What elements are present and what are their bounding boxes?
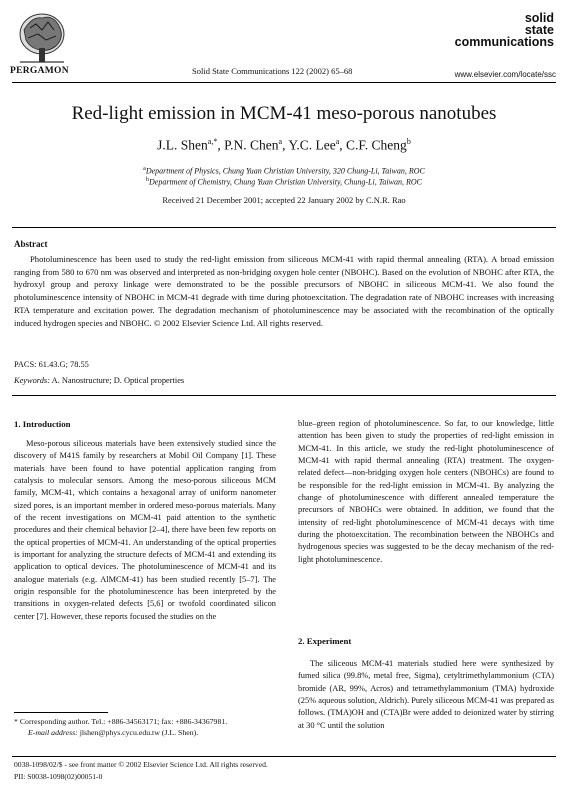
journal-url-link[interactable]: www.elsevier.com/locate/ssc bbox=[454, 70, 556, 79]
pacs-codes: PACS: 61.43.G; 78.55 bbox=[14, 360, 89, 369]
abstract-text: Photoluminescence has been used to study the red-light emission from siliceous MCM-41 with rapid thermal annealing (RTA). A broad emission ranging from 580 to 670 nm was observed and interpreted as non-bridging oxygen hole center (NBOHC). Based on the evolution of NBOHC after RTA, the hydroxyl group and peroxy linkage were demonstrated to be the possible precursors of NBOHC in siliceous MCM-41. We also found the photoluminescence intensity of NBOHC in MCM-41 degrade with time during photoexcitation. The degradation rate of NBOHC increases with increasing RTA temperature and excitation power. The degradation mechanism of photoluminescence may be associated with the recombination of the optically induced hydrogen species and NBOHC. © 2002 Elsevier Science Ltd. All rights reserved. bbox=[14, 254, 554, 328]
introduction-text: Meso-porous siliceous materials have been extensively studied since the discovery of M41S family by researchers at Mobil Oil Company [1]. These materials have been found to have potential application ranging from catalysis to molecular sensors. Among the meso-porous siliceous MCM family, MCM-41, which contains a hexagonal array of uniform nanometer sized pores, is an important member in ordered meso-porous materials. Many of the recent investigations on MCM-41 paid attention to the synthetic procedures and their chemical behavior [2–4], there have been few reports on the optical properties of MCM-41. An understanding of the optical properties is important for analyzing the structure defects of MCM-41 and extending its application to optical devices. The photoluminescence of MCM-41 and its analogue materials (e.g. AlMCM-41) has been studied recently [5–7]. The origin responsible for the photoluminescence has been interpreted by the transitions in oxygen-related defects [5,6] or twofold coordinated silicon center [7]. However, these reports focused the studies on the bbox=[14, 439, 276, 621]
brand-line-2: state bbox=[524, 23, 554, 37]
body-divider bbox=[12, 395, 556, 396]
publisher-name: PERGAMON bbox=[10, 66, 69, 76]
author-name: C.F. Cheng bbox=[346, 137, 407, 153]
affiliation-text: Department of Physics, Chung Yuan Christian University, 320 Chung-Li, Taiwan, ROC bbox=[145, 166, 425, 176]
keywords-label: Keywords: bbox=[14, 376, 50, 385]
article-title: Red-light emission in MCM-41 meso-porous nanotubes bbox=[71, 103, 497, 124]
abstract-divider bbox=[12, 227, 556, 228]
section-heading-introduction: 1. Introduction bbox=[14, 419, 71, 429]
author-name: P.N. Chen bbox=[224, 137, 279, 153]
author-name: Y.C. Lee bbox=[288, 137, 336, 153]
journal-citation: Solid State Communications 122 (2002) 65–68 bbox=[192, 66, 353, 76]
footer-divider bbox=[12, 756, 556, 757]
author-sup: b bbox=[406, 137, 411, 146]
affiliation-text: Department of Chemistry, Chung Yuan Christian University, Chung-Li, Taiwan, ROC bbox=[149, 177, 422, 187]
corresponding-author: * Corresponding author. Tel.: +886-34563171; fax: +886-34367981. bbox=[14, 717, 228, 726]
header-divider bbox=[12, 82, 556, 83]
copyright-line: 0038-1098/02/$ - see front matter © 2002 Elsevier Science Ltd. All rights reserved. bbox=[14, 760, 268, 769]
abstract-heading: Abstract bbox=[14, 239, 48, 249]
author-sup: a bbox=[335, 137, 340, 146]
brand-line-1: solid bbox=[524, 11, 554, 25]
keywords bbox=[14, 376, 184, 385]
email-link[interactable]: jlshen@phys.cycu.edu.tw (J.L. Shen). bbox=[79, 728, 199, 737]
affiliation-sup: a bbox=[143, 166, 146, 172]
keywords-text: A. Nanostructure; D. Optical properties bbox=[51, 376, 185, 385]
affiliation-sup: b bbox=[146, 177, 149, 183]
experiment-text: The siliceous MCM-41 materials studied here were synthesized by fumed silica (99.8%, metal free, Sigma), cetyltrimethylammonium (CTA) bromide (AR, 99%, Acros) and tetramethylammonium (TMA) hydroxide (25% aqueous solution, Aldrich). Purely siliceous MCM-41 was prepared as follows. (TMA)OH and (CTA)Br were added to deionized water by stirring at 30 °C until the solution bbox=[298, 659, 554, 730]
author-sup: a,* bbox=[207, 137, 218, 146]
brand-line-3: communications bbox=[454, 35, 554, 49]
tree-emblem-icon bbox=[12, 8, 72, 66]
section-heading-experiment: 2. Experiment bbox=[298, 636, 352, 646]
author-name: J.L. Shen bbox=[157, 137, 208, 153]
publisher-logo bbox=[12, 8, 72, 66]
email-label: E-mail address: bbox=[28, 728, 78, 737]
author-sup: a bbox=[278, 137, 283, 146]
author-list: J.L. Shen$^{a,*}$, P.N. Chen$^a$, Y.C. Lee$^a$, C.F. Cheng$^b$ bbox=[157, 137, 411, 153]
introduction-continued-text: blue–green region of photoluminescence. So far, to our knowledge, little attention has been given to study the properties of red-light emission in MCM-41. In this article, we study the red-light photoluminescence of MCM-41 with rapid thermal annealing (RTA) treatment. The oxygen-related defect—non-bridging oxygen hole centers (NBOHCs) are found to be responsible for the red-light emission in MCM-41. By analyzing the change of photoluminescence with different annealed temperature the precursors of NBOHCs were obtained. In addition, we found that the intensity of red-light photoluminescence of MCM-41 decays with time during the photoexcitation. The recombination between the NBOHCs and hydrogenous species was suggested to be the decay mechanism of the red-light photoluminescence. bbox=[298, 419, 554, 564]
affiliation bbox=[0, 166, 568, 176]
footnote-divider bbox=[14, 712, 108, 713]
received-dates: Received 21 December 2001; accepted 22 January 2002 by C.N.R. Rao bbox=[162, 195, 406, 205]
affiliation bbox=[0, 177, 568, 187]
journal-brand bbox=[455, 12, 554, 48]
footnote bbox=[14, 716, 276, 738]
pii-line: PII: S0038-1098(02)00051-0 bbox=[14, 772, 103, 781]
